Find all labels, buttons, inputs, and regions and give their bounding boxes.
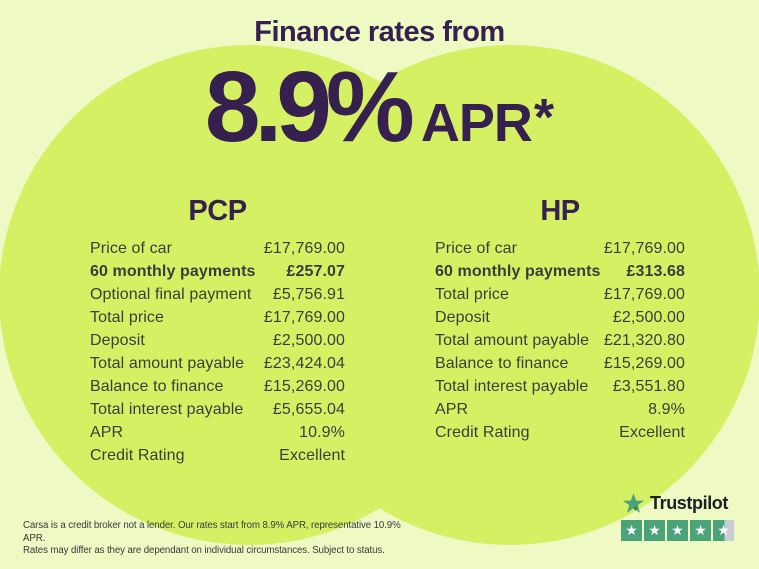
- row-label: Total interest payable: [435, 378, 589, 395]
- row-value: £257.07: [286, 263, 345, 280]
- trustpilot-rating-stars: [621, 520, 739, 541]
- pcp-table: [90, 195, 345, 467]
- table-row: [90, 444, 345, 467]
- star-box-full-icon: ★: [644, 520, 665, 541]
- row-value: 10.9%: [299, 424, 345, 441]
- hp-table: [435, 195, 685, 444]
- hp-title: HP: [540, 195, 580, 227]
- row-value: £17,769.00: [603, 286, 685, 303]
- row-label: Total amount payable: [435, 332, 590, 349]
- row-label: Price of car: [90, 240, 173, 257]
- row-value: £23,424.04: [263, 355, 345, 372]
- star-box-full-icon: ★: [621, 520, 642, 541]
- table-row: [435, 398, 685, 421]
- row-value: £17,769.00: [263, 240, 345, 257]
- table-row: [435, 375, 685, 398]
- row-label: Credit Rating: [90, 447, 185, 464]
- table-row: [90, 398, 345, 421]
- row-label: APR: [90, 424, 124, 441]
- row-value: £3,551.80: [612, 378, 685, 395]
- legal-disclaimer: [23, 520, 415, 558]
- table-row: [90, 283, 345, 306]
- row-label: Total interest payable: [90, 401, 244, 418]
- row-value: 8.9%: [648, 401, 685, 418]
- row-value: £2,500.00: [272, 332, 345, 349]
- table-row: [435, 260, 685, 283]
- row-value: £313.68: [626, 263, 685, 280]
- table-row: [90, 352, 345, 375]
- table-row: [90, 329, 345, 352]
- table-row: [90, 237, 345, 260]
- row-value: £5,655.04: [272, 401, 345, 418]
- row-label: 60 monthly payments: [435, 263, 601, 280]
- row-label: Total price: [90, 309, 165, 326]
- row-label: APR: [435, 401, 469, 418]
- row-label: Balance to finance: [435, 355, 569, 372]
- trustpilot-star-icon: [621, 491, 646, 516]
- table-row: [90, 260, 345, 283]
- row-value: £15,269.00: [263, 378, 345, 395]
- row-label: Price of car: [435, 240, 518, 257]
- table-row: [435, 329, 685, 352]
- table-row: [90, 421, 345, 444]
- row-label: Deposit: [435, 309, 490, 326]
- table-row: [435, 306, 685, 329]
- row-label: Credit Rating: [435, 424, 530, 441]
- row-value: £15,269.00: [603, 355, 685, 372]
- disclaimer-line-2: Rates may differ as they are dependant on individual circumstances. Subject to status.: [23, 545, 385, 557]
- row-label: Balance to finance: [90, 378, 224, 395]
- pcp-title: PCP: [188, 195, 247, 227]
- table-row: [435, 421, 685, 444]
- rate-value: 8.9%: [204, 51, 409, 163]
- table-row: [435, 237, 685, 260]
- table-row: [90, 375, 345, 398]
- row-label: Total amount payable: [90, 355, 245, 372]
- table-row: [435, 283, 685, 306]
- row-label: 60 monthly payments: [90, 263, 256, 280]
- row-value: £17,769.00: [263, 309, 345, 326]
- row-value: £21,320.80: [603, 332, 685, 349]
- star-box-full-icon: ★: [667, 520, 688, 541]
- row-value: Excellent: [279, 447, 345, 464]
- ad-subtitle: Finance rates from: [254, 16, 505, 48]
- star-box-half-icon: ★: [713, 520, 734, 541]
- row-value: £17,769.00: [603, 240, 685, 257]
- row-label: Optional final payment: [90, 286, 252, 303]
- trustpilot-wordmark: Trustpilot: [650, 493, 728, 513]
- row-label: Total price: [435, 286, 510, 303]
- trustpilot-badge: [621, 490, 739, 541]
- star-box-full-icon: ★: [690, 520, 711, 541]
- headline-rate: [0, 51, 759, 163]
- row-value: £2,500.00: [612, 309, 685, 326]
- row-label: Deposit: [90, 332, 145, 349]
- disclaimer-line-1: Carsa is a credit broker not a lender. Our rates start from 8.9% APR, representative 10.9% APR.: [23, 520, 401, 544]
- row-value: £5,756.91: [272, 286, 345, 303]
- row-value: Excellent: [619, 424, 685, 441]
- rate-unit: APR: [420, 93, 532, 153]
- table-row: [435, 352, 685, 375]
- rate-asterisk: *: [533, 89, 555, 147]
- trustpilot-logo: [621, 490, 739, 517]
- table-row: [90, 306, 345, 329]
